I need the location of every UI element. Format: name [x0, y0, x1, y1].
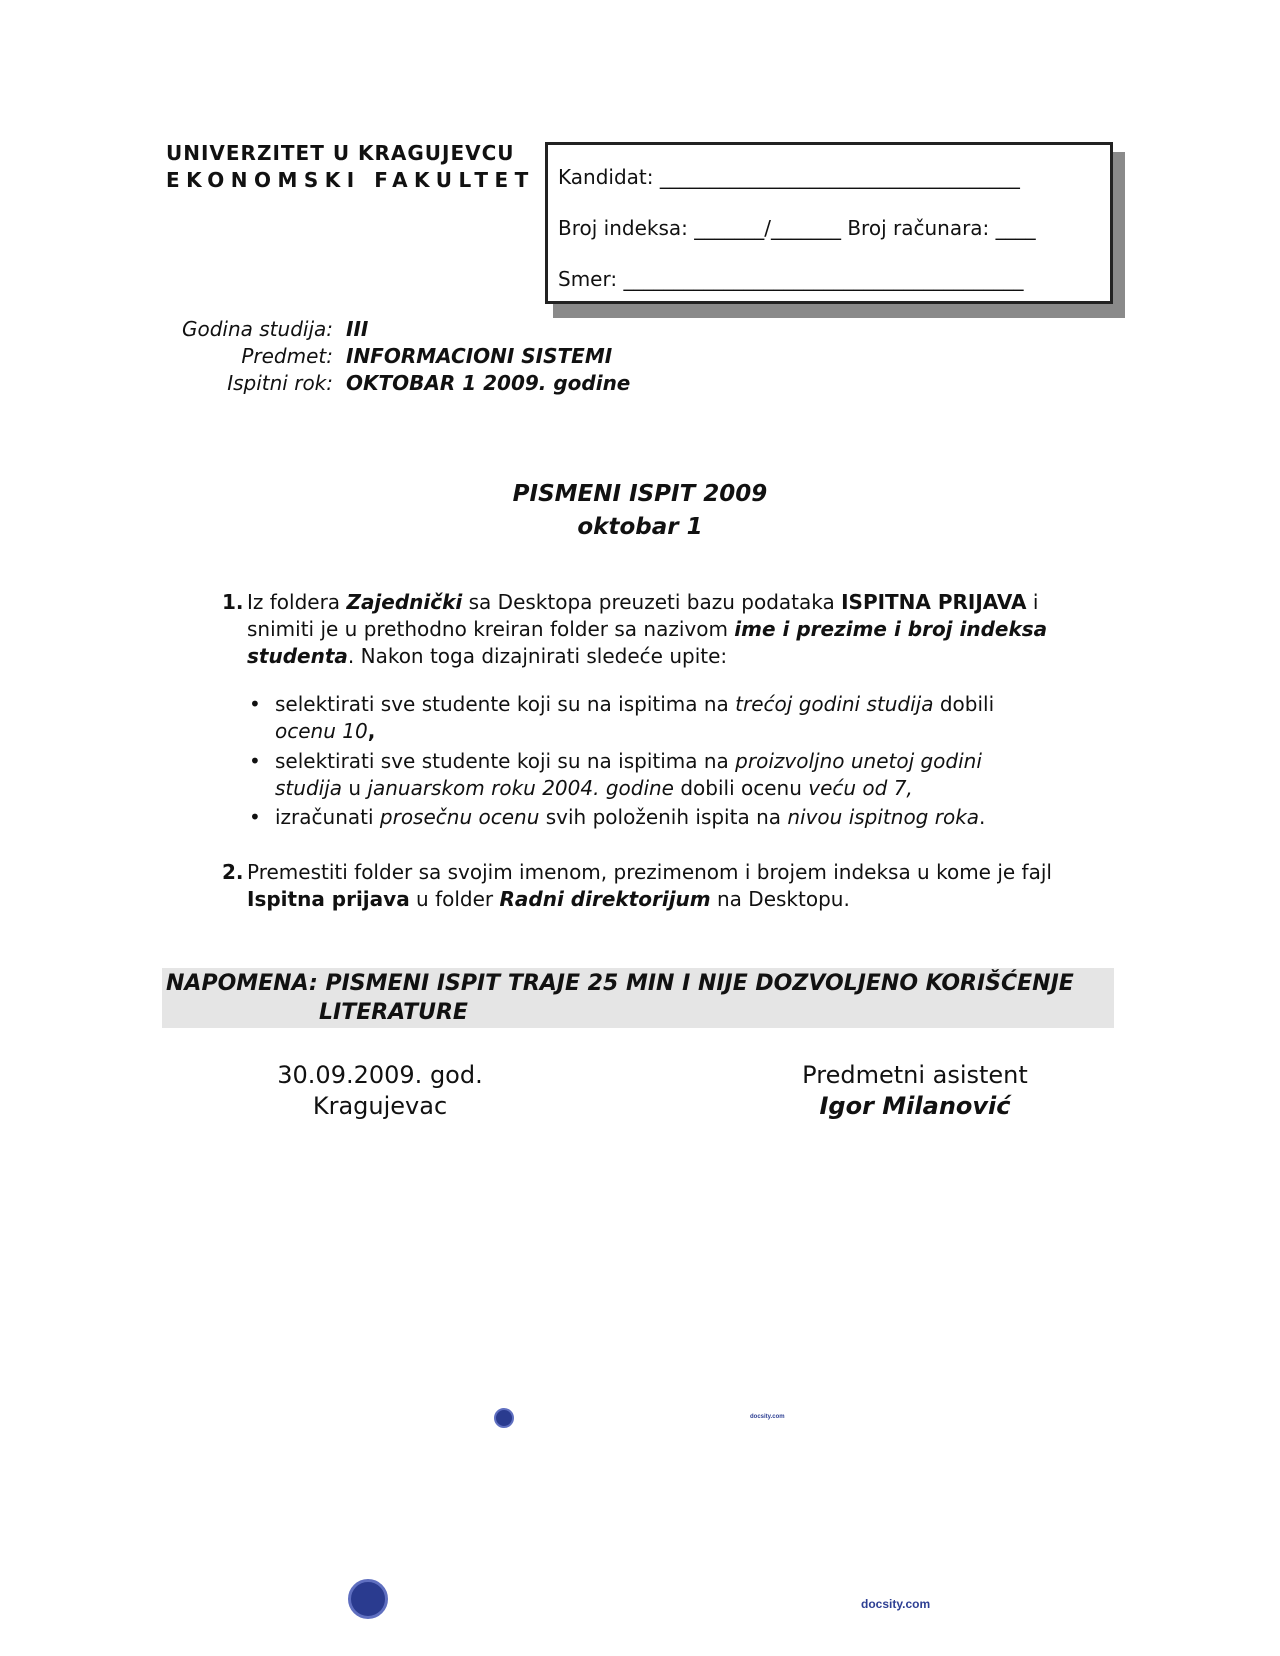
assistant-name: Igor Milanović	[819, 1092, 1011, 1120]
docsity-text: docsity.com	[861, 1597, 931, 1611]
institution-header	[166, 140, 535, 194]
text-run: veću od 7,	[808, 776, 913, 800]
exam-city: Kragujevac	[312, 1092, 448, 1120]
index-number-line: Broj indeksa: _______/_______ Broj računara: ____	[558, 216, 1036, 240]
text-run: selektirati sve studente koji su na ispitima na	[275, 749, 736, 773]
docsity-logo-icon	[494, 1408, 514, 1428]
text-run: januarskom roku 2004. godine	[367, 776, 674, 800]
text-run: ISPITNA PRIJAVA	[841, 590, 1027, 614]
note-line1: NAPOMENA: PISMENI ISPIT TRAJE 25 MIN I NIJE DOZVOLJENO KORIŠĆENJE	[166, 971, 1074, 996]
text-run: u	[342, 776, 368, 800]
task1-number: 1.	[222, 590, 244, 614]
text-run: u folder	[409, 887, 500, 911]
text-run: . Nakon toga dizajnirati sledeće upite:	[347, 644, 728, 668]
bullet3-line1	[275, 804, 985, 831]
bullet2-line1	[275, 748, 982, 775]
text-run: studija	[275, 776, 343, 800]
text-run: i	[1026, 590, 1039, 614]
docsity-logo-icon	[348, 1579, 388, 1619]
text-run: dobili ocenu	[673, 776, 809, 800]
text-run: na Desktopu.	[710, 887, 850, 911]
task1-line1	[247, 589, 1038, 616]
bullet-dot: •	[249, 749, 261, 773]
text-run: Iz foldera	[247, 590, 347, 614]
text-run: Radni direktorijum	[499, 887, 711, 911]
assistant-role: Predmetni asistent	[802, 1061, 1028, 1089]
text-run: dobili	[933, 692, 995, 716]
year-value: III	[346, 317, 369, 341]
bullet-dot: •	[249, 692, 261, 716]
text-run: prosečnu ocenu	[379, 805, 540, 829]
text-run: proizvoljno unetoj godini	[735, 749, 982, 773]
bullet-dot: •	[249, 805, 261, 829]
subject-value: INFORMACIONI SISTEMI	[346, 344, 613, 368]
university-name: UNIVERZITET U KRAGUJEVCU	[166, 141, 515, 165]
bullet1-line1	[275, 691, 994, 718]
faculty-name: EKONOMSKI FAKULTET	[166, 168, 535, 192]
text-run: ocenu 10	[275, 719, 368, 743]
text-run: ime i prezime i broj indeksa	[734, 617, 1048, 641]
year-label: Godina studija:	[181, 317, 333, 341]
text-run: trećoj godini studija	[735, 692, 934, 716]
text-run: Ispitna prijava	[247, 887, 410, 911]
task2-line1: Premestiti folder sa svojim imenom, prezimenom i brojem indeksa u kome je fajl	[247, 860, 1052, 884]
text-run: studenta	[247, 644, 348, 668]
text-run: sa Desktopa preuzeti bazu podataka	[462, 590, 842, 614]
text-run: izračunati	[275, 805, 380, 829]
term-value: OKTOBAR 1 2009. godine	[346, 371, 631, 395]
exam-subtitle: oktobar 1	[577, 514, 703, 540]
candidate-info-box	[545, 142, 1113, 304]
text-run: svih položenih ispita na	[539, 805, 788, 829]
note-line2: LITERATURE	[319, 1000, 468, 1025]
docsity-small-text: docsity.com	[750, 1414, 785, 1420]
text-run: selektirati sve studente koji su na ispitima na	[275, 692, 736, 716]
exam-title: PISMENI ISPIT 2009	[512, 481, 768, 507]
subject-label: Predmet:	[241, 344, 333, 368]
text-run: ,	[367, 719, 376, 743]
text-run: nivou ispitnog roka	[787, 805, 980, 829]
task1-line3	[247, 643, 727, 670]
exam-date: 30.09.2009. god.	[277, 1061, 483, 1089]
candidate-name-line: Kandidat: ____________________________________	[558, 165, 1020, 189]
text-run: Zajednički	[346, 590, 463, 614]
term-label: Ispitni rok:	[227, 371, 333, 395]
task1-line2	[247, 616, 1047, 643]
text-run: .	[979, 805, 986, 829]
text-run: snimiti je u prethodno kreiran folder sa nazivom	[247, 617, 735, 641]
task2-number: 2.	[222, 860, 244, 884]
note	[166, 969, 1074, 1027]
bullet1-line2	[275, 718, 375, 745]
study-track-line: Smer: ________________________________________	[558, 267, 1024, 291]
task2-line2	[247, 886, 850, 913]
bullet2-line2	[275, 775, 913, 802]
